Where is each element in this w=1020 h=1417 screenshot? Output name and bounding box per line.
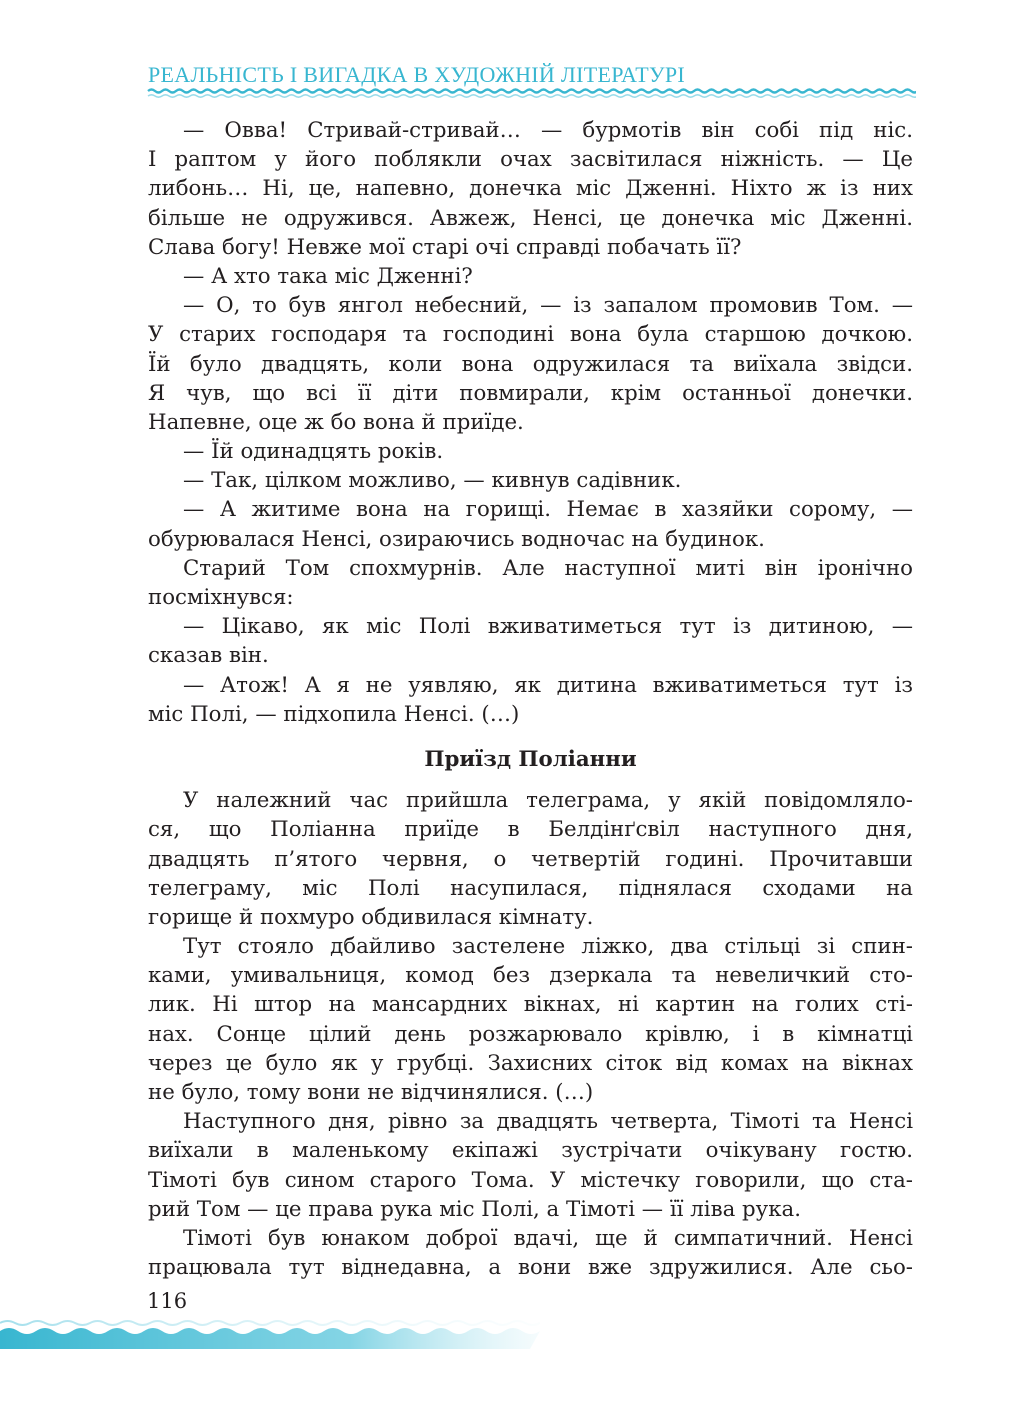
text-line: рий Том — це права рука міс Полі, а Тімоті — її ліва рука. [148,1196,801,1222]
text-line: — Овва! Стривай-стривай… — бурмотів він собі під ніс. [183,118,913,143]
text-line: телеграму, міс Полі насупилася, піднялася сходами на [148,875,913,901]
text-line: Слава богу! Невже мої старі очі справді побачать її? [148,234,742,260]
section-subheading: Приїзд Поліанни [424,746,637,772]
text-line: двадцять п’ятого червня, о четвертій годині. Прочитавши [148,846,913,872]
paragraph-narrative [148,786,913,1282]
text-line: ками, умивальниця, комод без дзеркала та невеличкий сто- [148,963,913,989]
text-line: обурювалася Ненсі, озираючись водночас на будинок. [148,526,765,552]
text-line: У належний час прийшла телеграма, у якій повідомляло- [183,788,913,814]
text-line: посміхнувся: [148,585,294,610]
text-line: працювала тут віднедавна, а вони вже здружилися. Але сьо- [148,1255,913,1281]
text-line: більше не одружився. Авжеж, Ненсі, це донечка міс Дженні. [148,205,913,231]
header-wave-decoration [146,86,916,100]
text-line: виїхали в маленькому екіпажі зустрічати очікувану гостю. [148,1138,913,1164]
text-line: — Цікаво, як міс Полі вживатиметься тут із дитиною, — [183,614,913,640]
text-line: І раптом у його поблякли очах засвітилася ніжність. — Це [148,147,913,173]
text-line: — О, то був янгол небесний, — із запалом промовив Том. — [183,293,913,319]
text-line: Їй було двадцять, коли вона одружилася та виїхала звідси. [148,351,913,377]
text-line: либонь… Ні, це, напевно, донечка міс Дженні. Ніхто ж із них [148,176,913,202]
text-line: У старих господаря та господині вона була старшою дочкою. [148,322,913,348]
text-line: — Їй одинадцять років. [183,439,444,465]
text-line: Тут стояло дбайливо застелене ліжко, два стільці зі спин- [183,934,913,960]
text-line: — Атож! А я не уявляю, як дитина вживатиметься тут із [183,672,913,698]
text-line: горище й похмуро обдивилася кімнату. [148,904,594,930]
text-line: нах. Сонце цілий день розжарювало крівлю, і в кімнатці [148,1021,913,1047]
text-line: Я чув, що всі її діти повмирали, крім останньої донечки. [148,380,913,406]
text-line: Старий Том спохмурнів. Але наступної миті він іронічно [183,555,913,581]
paragraph-dialogue [148,116,913,729]
text-line: сказав він. [148,643,269,669]
body-text [148,116,913,1282]
text-line: через це було як у грубці. Захисних сіток від комах на вікнах [148,1050,913,1076]
text-line: лик. Ні штор на мансардних вікнах, ні картин на голих сті- [148,992,913,1018]
text-line: не було, тому вони не відчинялися. (…) [148,1080,594,1105]
text-line: Тімоті був юнаком доброї вдачі, ще й симпатичний. Ненсі [183,1225,913,1251]
text-line: ся, що Поліанна приїде в Белдінґсвіл наступного дня, [148,817,913,843]
running-header: РЕАЛЬНІСТЬ І ВИГАДКА В ХУДОЖНІЙ ЛІТЕРАТУРІ [148,62,685,87]
text-line: — А житиме вона на горищі. Немає в хазяйки сорому, — [183,497,913,523]
text-line: Тімоті був сином старого Тома. У містечку говорили, що ста- [148,1167,913,1193]
text-line: — А хто така міс Дженні? [183,263,473,289]
page-number: 116 [147,1289,188,1313]
text-line: Напевне, оце ж бо вона й приїде. [148,409,524,435]
text-line: міс Полі, — підхопила Ненсі. (…) [148,701,520,727]
text-line: Наступного дня, рівно за двадцять четверта, Тімоті та Ненсі [183,1109,913,1135]
footer-wave-decoration [0,1309,540,1349]
text-line: — Так, цілком можливо, — кивнув садівник. [183,468,682,494]
